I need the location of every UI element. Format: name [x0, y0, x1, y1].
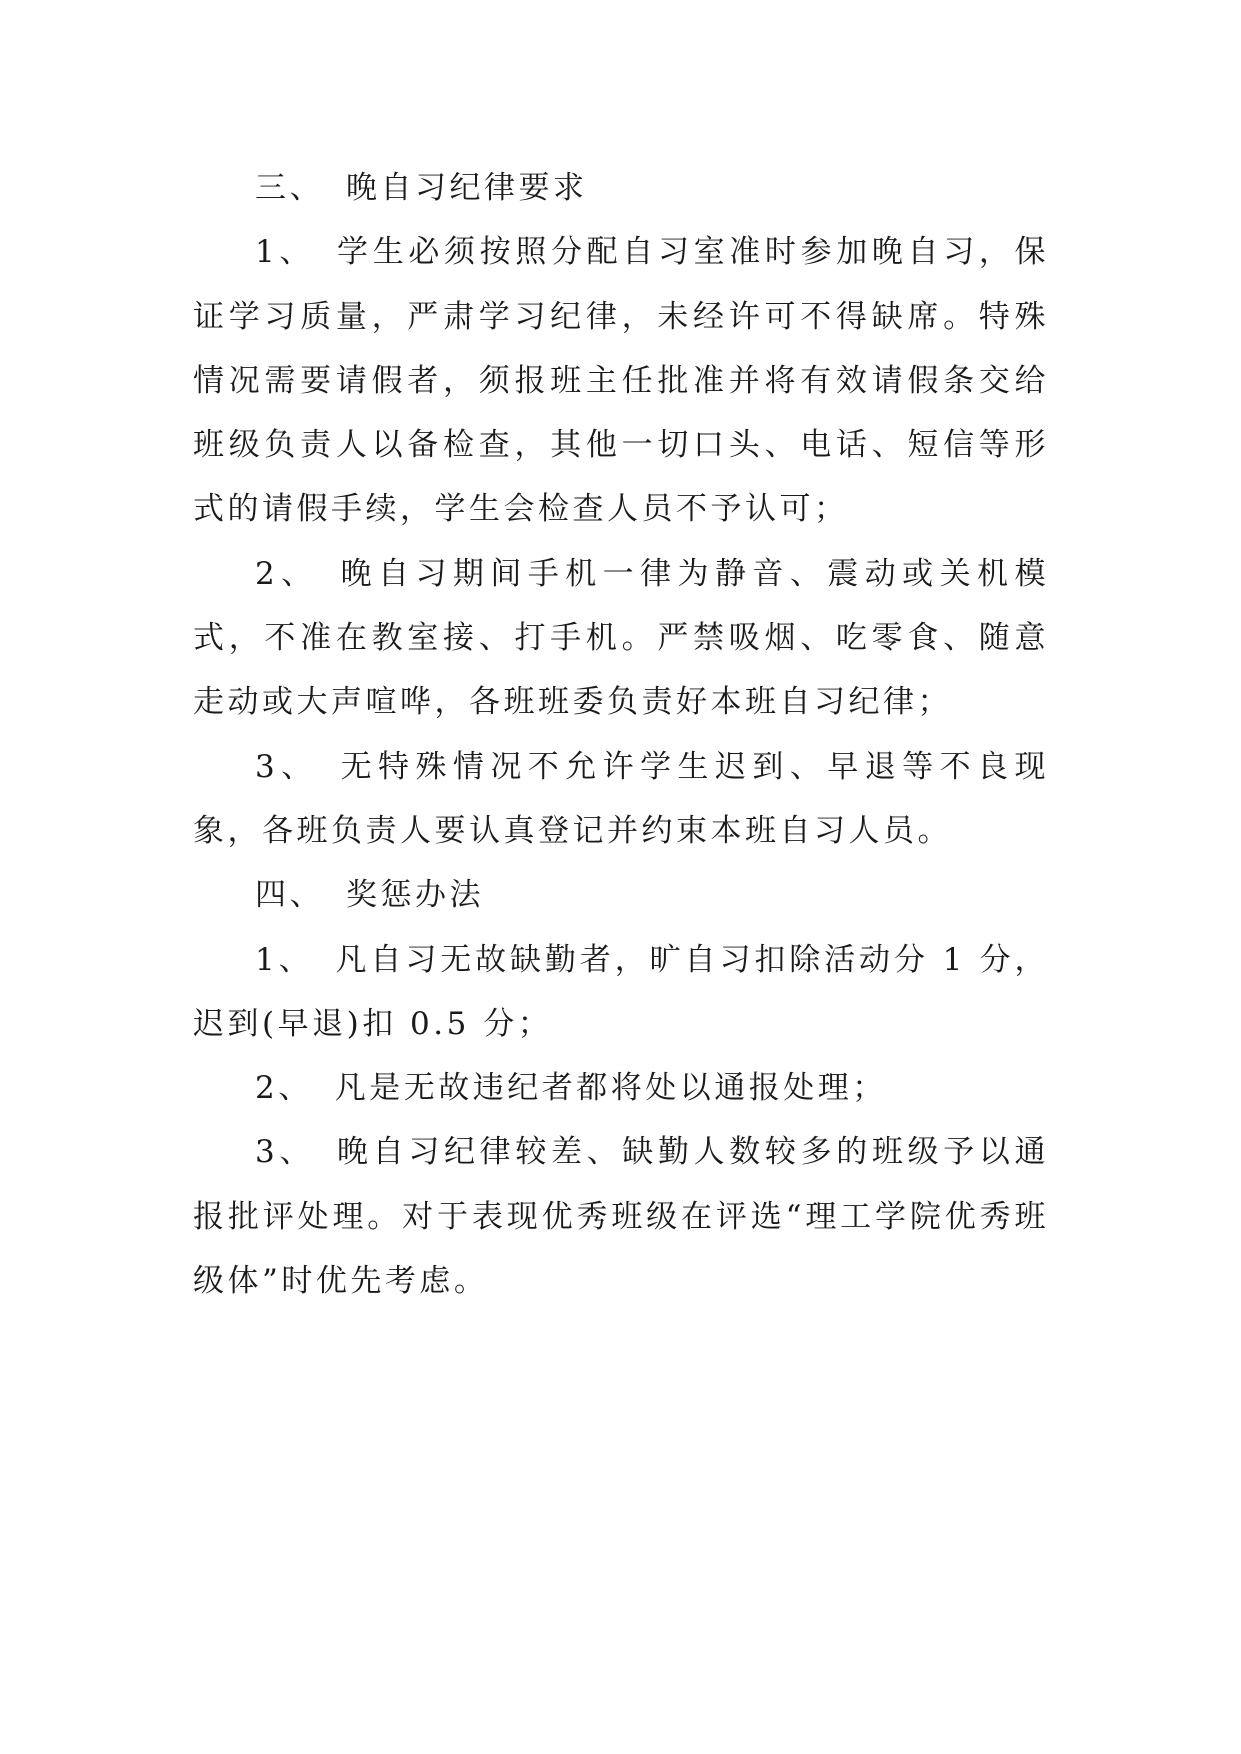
item-number: 3、 — [255, 1134, 316, 1171]
paragraph-item — [193, 220, 1049, 541]
paragraph-item — [193, 1056, 1049, 1120]
item-number: 2、 — [255, 1070, 313, 1107]
paragraph-item — [193, 928, 1049, 1057]
item-text: 晚自习纪律较差、缺勤人数较多的班级予以通报批评处理。对于表现优秀班级在评选“理工学院优秀班级体”时优先考虑。 — [193, 1134, 1049, 1300]
item-text: 凡自习无故缺勤者，旷自习扣除活动分 1 分，迟到(早退)扣 0.5 分； — [193, 941, 1049, 1042]
section-heading-text: 奖惩办法 — [346, 877, 484, 914]
section-heading-3 — [193, 156, 1049, 220]
item-text: 晚自习期间手机一律为静音、震动或关机模式，不准在教室接、打手机。严禁吸烟、吃零食、随意走动或大声喧哗，各班班委负责好本班自习纪律； — [193, 555, 1049, 721]
paragraph-item — [193, 542, 1049, 735]
item-text: 凡是无故违纪者都将处以通报处理； — [334, 1070, 887, 1107]
document-body — [193, 156, 1049, 1313]
item-text: 无特殊情况不允许学生迟到、早退等不良现象，各班负责人要认真登记并约束本班自习人员。 — [193, 748, 1049, 849]
section-heading-number: 三、 — [255, 170, 324, 206]
item-number: 1、 — [255, 941, 314, 978]
section-heading-text: 晚自习纪律要求 — [346, 170, 588, 206]
section-heading-number: 四、 — [255, 877, 324, 914]
item-number: 2、 — [255, 555, 319, 592]
section-heading-4 — [193, 863, 1049, 927]
item-text: 学生必须按照分配自习室准时参加晚自习，保证学习质量，严肃学习纪律，未经许可不得缺席。特殊情况需要请假者，须报班主任批准并将有效请假条交给班级负责人以备检查，其他一切口头、电话、短信等形式的请假手续，学生会检查人员不予认可； — [193, 234, 1049, 528]
item-number: 1、 — [255, 234, 316, 271]
paragraph-item — [193, 735, 1049, 864]
item-number: 3、 — [255, 748, 319, 785]
paragraph-item — [193, 1120, 1049, 1313]
